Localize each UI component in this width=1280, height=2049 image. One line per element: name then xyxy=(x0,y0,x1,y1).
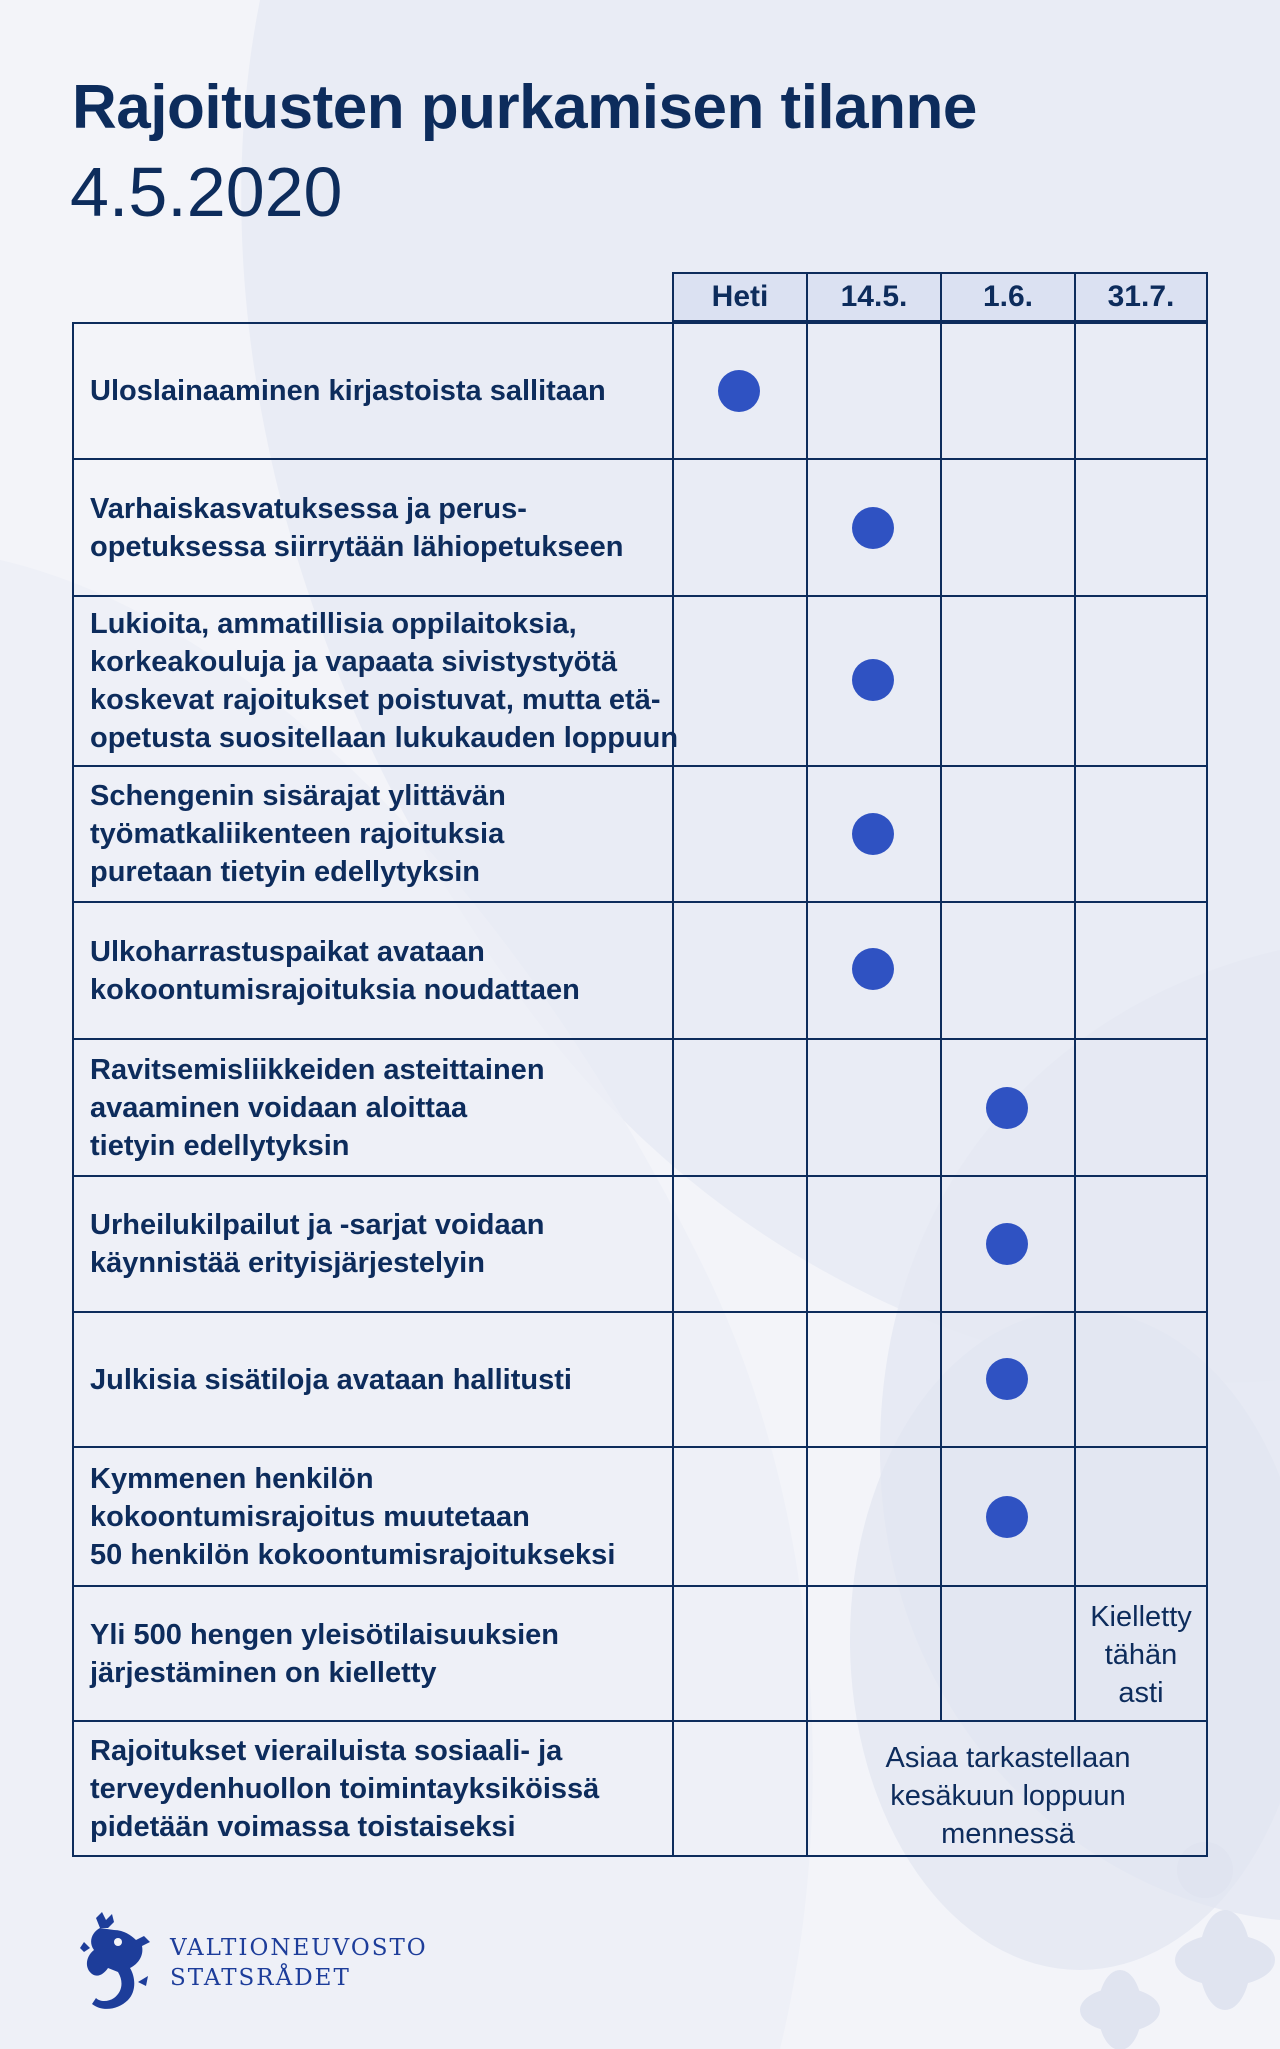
row-label-11 xyxy=(90,1722,680,1855)
timing-dot-1-6 xyxy=(986,1496,1028,1538)
row-label-2 xyxy=(90,460,680,595)
row-label-text: Rajoitukset vierailuista sosiaali- ja terveydenhuollon toimintayksiköissä pidetään voimassa toistaiseksi xyxy=(90,1734,600,1843)
row-label-text: Schengenin sisärajat ylittävän työmatkaliikenteen rajoituksia puretaan tietyin edellytyksin xyxy=(90,780,506,888)
row-label-text: Kymmenen henkilön kokoontumisrajoitus muutetaan 50 henkilön kokoontumisrajoitukseksi xyxy=(90,1462,616,1571)
row-label-text: Ravitsemisliikkeiden asteittainen avaaminen voidaan aloittaa tietyin edellytyksin xyxy=(90,1053,545,1162)
table-bottom-border xyxy=(72,1855,1208,1857)
column-divider xyxy=(1074,322,1076,1720)
table-left-border xyxy=(72,322,74,1857)
page-title: Rajoitusten purkamisen tilanne xyxy=(72,73,977,142)
row-label-5 xyxy=(90,903,680,1038)
row-label-text: Urheilukilpailut ja -sarjat voidaan käynnistää erityisjärjestelyin xyxy=(90,1209,545,1279)
timing-dot-1-6 xyxy=(986,1087,1028,1129)
row-label-text: Lukioita, ammatillisia oppilaitoksia, korkeakouluja ja vapaata sivistystyötä koskevat rajoitukset poistuvat, mutta etä- opetusta suositellaan lukukauden loppuun xyxy=(90,608,679,754)
timing-dot-heti xyxy=(718,370,760,412)
row-label-text: Julkisia sisätiloja avataan hallitusti xyxy=(90,1363,572,1396)
row-label-10 xyxy=(90,1587,680,1720)
column-divider xyxy=(806,322,808,1857)
timing-dot-14-5 xyxy=(852,948,894,990)
page-date: 4.5.2020 xyxy=(70,153,343,231)
row-label-text: Uloslainaaminen kirjastoista sallitaan xyxy=(90,375,606,407)
row-label-text: Ulkoharrastuspaikat avataan kokoontumisrajoituksia noudattaen xyxy=(90,935,580,1006)
note-prohibited-until: Kielletty tähän asti xyxy=(1090,1601,1192,1709)
note-under-review: Asiaa tarkastellaan kesäkuun loppuun mennessä xyxy=(885,1742,1131,1850)
row-label-4 xyxy=(90,767,680,901)
timing-dot-14-5 xyxy=(852,813,894,855)
column-divider xyxy=(940,322,942,1720)
lion-emblem-icon xyxy=(78,1912,152,2012)
table-right-border xyxy=(1206,322,1208,1857)
column-header-14-5: 14.5. xyxy=(806,272,942,322)
column-header-heti: Heti xyxy=(672,272,808,322)
timing-dot-14-5 xyxy=(852,507,894,549)
logo-text-statsradet: STATSRÅDET xyxy=(170,1965,351,1991)
row-label-3 xyxy=(90,597,680,765)
column-header-31-7: 31.7. xyxy=(1074,272,1208,322)
row-label-text: Varhaiskasvatuksessa ja perus- opetuksessa siirrytään lähiopetukseen xyxy=(90,492,624,563)
column-header-1-6: 1.6. xyxy=(940,272,1076,322)
logo-text-valtioneuvosto: VALTIONEUVOSTO xyxy=(170,1935,428,1961)
timing-dot-1-6 xyxy=(986,1223,1028,1265)
row-label-text: Yli 500 hengen yleisötilaisuuksien järjestäminen on kielletty xyxy=(90,1618,560,1689)
row-label-8 xyxy=(90,1313,680,1446)
row-label-1 xyxy=(90,324,680,458)
timing-dot-14-5 xyxy=(852,659,894,701)
row-label-7 xyxy=(90,1177,680,1311)
timing-dot-1-6 xyxy=(986,1358,1028,1400)
row-label-6 xyxy=(90,1040,680,1175)
row-label-9 xyxy=(90,1448,680,1585)
